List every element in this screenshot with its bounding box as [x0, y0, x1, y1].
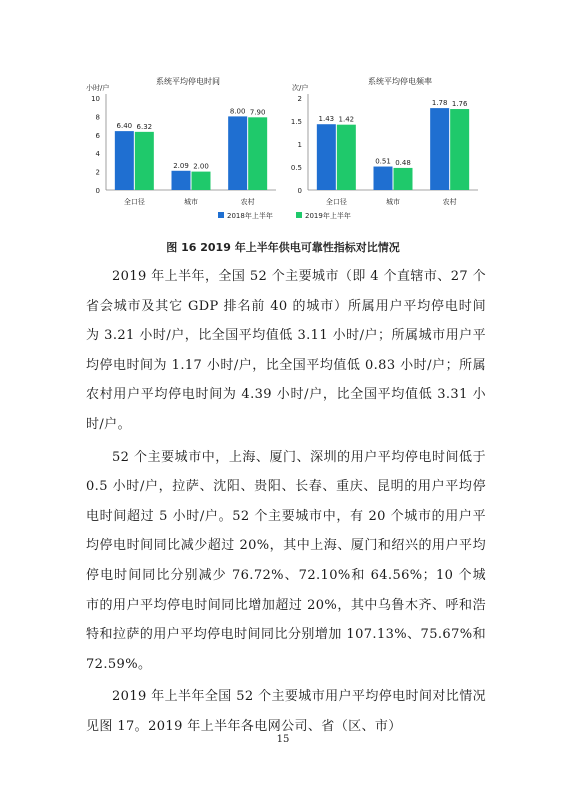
chart-title-0: 系统平均停电时间: [156, 77, 220, 86]
chart-unit-0: 小时/户: [86, 84, 110, 92]
x-tick-label: 城市: [386, 198, 400, 206]
data-label: 1.76: [451, 100, 468, 109]
paragraph-3: 2019 年上半年全国 52 个主要城市用户平均停电时间对比情况见图 17。2019 年上半年各电网公司、省（区、市）: [86, 689, 486, 734]
bar-2019: [450, 109, 469, 190]
legend-swatch: [218, 212, 224, 218]
bar-2019: [337, 125, 356, 190]
y-tick-label: 2: [297, 95, 302, 103]
legend-label: 2018年上半年: [227, 212, 273, 220]
legend-swatch: [296, 212, 302, 218]
bar-2018: [317, 124, 336, 190]
data-label: 1.78: [431, 99, 448, 108]
x-tick-label: 全口径: [325, 198, 347, 206]
bar-2019: [192, 172, 211, 190]
body-text: [86, 262, 486, 745]
data-label: 6.32: [136, 122, 153, 131]
data-label: 2.09: [173, 161, 189, 170]
chart-title-1: 系统平均停电频率: [368, 77, 432, 86]
y-tick-label: 2: [95, 168, 100, 177]
bar-2019: [135, 132, 154, 190]
data-label: 0.48: [395, 158, 411, 167]
y-tick-label: 6: [95, 131, 100, 140]
x-tick-label: 农村: [240, 198, 255, 206]
data-label: 7.90: [249, 108, 266, 117]
y-tick-label: 8: [95, 113, 100, 122]
chart-unit-1: 次/户: [292, 84, 309, 92]
bar-2019: [394, 168, 413, 190]
bar-2018: [374, 167, 393, 190]
bar-2018: [172, 171, 191, 190]
legend-label: 2019年上半年: [305, 212, 351, 220]
y-tick-label: 1.5: [290, 118, 302, 126]
paragraph-1: 2019 年上半年，全国 52 个主要城市（即 4 个直辖市、27 个省会城市及其它 GDP 排名前 40 的城市）所属用户平均停电时间为 3.21 小时/户，比全国平均值低 3.11 小时/户；所属城市用户平均停电时间为 1.17 小时/户，比全国平均值低 0.83 小时/户；所属农村用户平均停电时间为 4.39 小时/户，比全国平均值低 3.31 小时/户。: [86, 269, 486, 432]
data-label: 1.42: [338, 115, 355, 124]
x-tick-label: 城市: [184, 198, 198, 206]
data-label: 1.43: [318, 115, 335, 124]
figure-16: [78, 68, 488, 238]
reliability-charts: [78, 68, 498, 238]
y-tick-label: 0: [95, 187, 100, 195]
bar-2018: [228, 116, 247, 190]
x-tick-label: 全口径: [123, 198, 145, 206]
figure-caption: 图 16 2019 年上半年供电可靠性指标对比情况: [166, 241, 400, 254]
bar-2018: [430, 108, 449, 190]
data-label: 0.51: [375, 157, 391, 166]
bar-2018: [115, 131, 134, 190]
page-number: 15: [276, 734, 290, 745]
y-tick-label: 10: [91, 95, 100, 103]
y-tick-label: 4: [95, 150, 100, 159]
y-tick-label: 0.5: [290, 164, 302, 172]
data-label: 8.00: [229, 107, 246, 116]
paragraph-2: 52 个主要城市中，上海、厦门、深圳的用户平均停电时间低于 0.5 小时/户，拉萨、沈阳、贵阳、长春、重庆、昆明的用户平均停电时间超过 5 小时/户。52 个主要城市中，有 20 个城市的用户平均停电时间同比减少超过 20%，其中上海、厦门和绍兴的用户平均停电时间同比分别减少 76.72%、72.10%和 64.56%；10 个城市的用户平均停电时间同比增加超过 20%，其中乌鲁木齐、呼和浩特和拉萨的用户平均停电时间同比分别增加 107.13%、75.67%和 72.59%。: [86, 449, 486, 672]
data-label: 2.00: [193, 162, 209, 171]
y-tick-label: 1: [297, 141, 302, 149]
data-label: 6.40: [116, 122, 133, 131]
bar-2019: [248, 117, 267, 190]
x-tick-label: 农村: [442, 198, 457, 206]
y-tick-label: 0: [297, 187, 302, 195]
